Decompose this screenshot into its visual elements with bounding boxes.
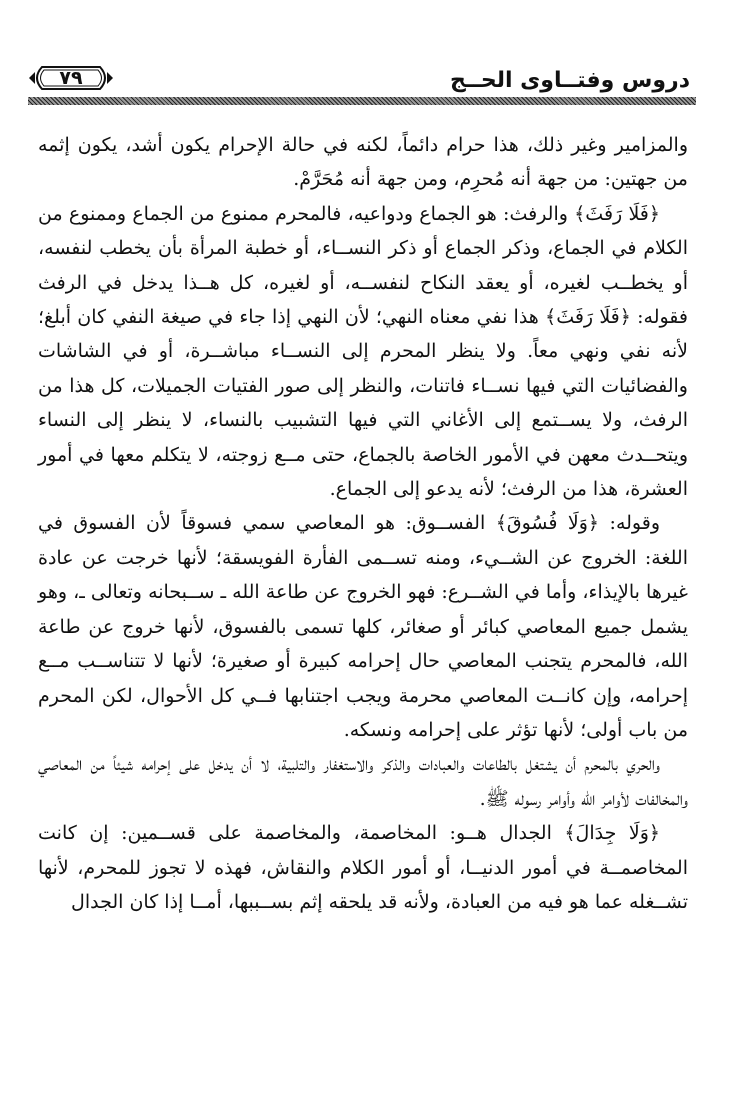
paragraph: والمزامير وغير ذلك، هذا حرام دائماً، لكنه في حالة الإحرام يكون أشد، يكون إثمه من جهتين: من جهة أنه مُحرِم، ومن جهة أنه مُحَرَّمْ.	[38, 134, 688, 191]
paragraph: والحري بالمحرم أن يشتغل بالطاعات والعبادات والذكر والاستغفار والتلبية، لا أن يدخل على إحرامه شيئاً من المعاصي والمخالفات لأوامر الله وأوامر رسوله ﷺ.	[38, 753, 688, 810]
page-number-ornament	[28, 64, 114, 92]
paragraph: ﴿وَلَا جِدَالَ﴾ الجدال هــو: المخاصمة، والمخاصمة على قســمين: إن كانت المخاصمــة في أمور الدنيــا، أو أمور الكلام والنقاش، فهذه لا تجوز للمحرم، لأنها تشــغله عما هو فيه من العبادة، ولأنه قد يلحقه إثم بســببها، أمــا إذا كان الجدال	[38, 822, 688, 913]
paragraph: ﴿فَلَا رَفَثَ﴾ والرفث: هو الجماع ودواعيه، فالمحرم ممنوع من الجماع وممنوع من الكلام في الجماع، وذكر الجماع أو ذكر النســاء، أو خطبة المرأة بأن يخطب لنفسه، أو يخطــب لغيره، أو يعقد النكاح لنفســه، أو لغيره، كل هــذا يدخل في الرفث فقوله: ﴿فَلَا رَفَثَ﴾ هذا نفي معناه النهي؛ لأن النهي إذا جاء في صيغة النفي كان أبلغ؛ لأنه نفي ونهي معاً. ولا ينظر المحرم إلى النســاء مباشــرة، أو في الشاشات والفضائيات التي فيها نســاء فاتنات، والنظر إلى صور الفتيات الجميلات، كل هذا من الرفث، ولا يســتمع إلى الأغاني التي فيها التشبيب بالنساء، لا ينظر إلى النساء ويتحــدث معهن في الأمور الخاصة بالجماع، حتى مــع زوجته، لا يتكلم معها في أمور العشرة، هذا من الرفث؛ لأنه يدعو إلى الجماع.	[38, 202, 688, 501]
header-divider	[28, 97, 696, 105]
running-title: دروس وفتــاوى الحــج	[449, 68, 690, 93]
page-header	[28, 64, 694, 100]
paragraph: وقوله: ﴿وَلَا فُسُوقَ﴾ الفســوق: هو المعاصي سمي فسوقاً لأن الفسوق في اللغة: الخروج عن الشــيء، ومنه تســمى الفأرة الفويسقة؛ لأنها خرجت عن عادة غيرها بالإيذاء، وأما في الشــرع: فهو الخروج عن طاعة الله ـ ســبحانه وتعالى ـ، وهو يشمل جميع المعاصي كبائر أو صغائر، كلها تسمى بالفسوق، لأنها خروج عن طاعة الله، فالمحرم يتجنب المعاصي حال إحرامه كبيرة أو صغيرة؛ لأنها لا تتناســب مــع إحرامه، وإن كانــت المعاصي محرمة ويجب اجتنابها فــي كل الأحوال، لكن المحرم من باب أولى؛ لأنها تؤثر على إحرامه ونسكه.	[38, 512, 688, 741]
body-text	[38, 128, 688, 919]
page-number: ٧٩	[59, 67, 83, 89]
